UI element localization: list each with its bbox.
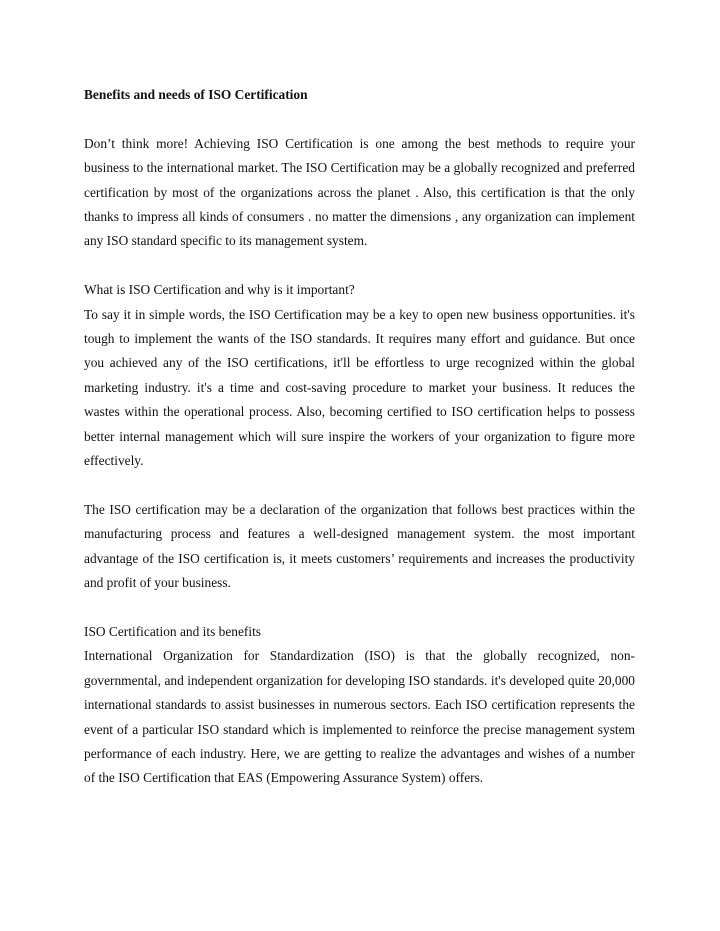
section-paragraph-declaration: The ISO certification may be a declaration of the organization that follows best practices within the manufacturing process and features a well-designed management system. the most important advantage of the ISO certification is, it meets customers’ requirements and increases the productivity and profit of your business. [84,501,635,591]
section-paragraph-importance: To say it in simple words, the ISO Certification may be a key to open new business opportunities. it's tough to implement the wants of the ISO standards. It requires many effort and guidance. But once you achieved any of the ISO certifications, it'll be effortless to urge recognized within the global marketing industry. it's a time and cost-saving procedure to market your business. It reduces the wastes within the operational process. Also, becoming certified to ISO certification helps to possess better internal management which will sure inspire the workers of your organization to figure more effectively. [84,306,635,469]
section-paragraph-iso-organization: International Organization for Standardization (ISO) is that the globally recognized, non-governmental, and independent organization for developing ISO standards. it's developed quite 20,000 international standards to assist businesses in numerous sectors. Each ISO certification represents the event of a particular ISO standard which is implemented to reinforce the precise management system performance of each industry. Here, we are getting to realize the advantages and wishes of a number of the ISO Certification that EAS (Empowering Assurance System) offers. [84,648,635,786]
document-page [84,83,635,815]
section-heading-benefits: ISO Certification and its benefits [84,623,262,639]
intro-paragraph: Don’t think more! Achieving ISO Certification is one among the best methods to require your business to the international market. The ISO Certification may be a globally recognized and preferred certification by most of the organizations across the planet . Also, this certification is that the only thanks to impress all kinds of consumers . no matter the dimensions , any organization can implement any ISO standard specific to its management system. [84,135,635,249]
document-title: Benefits and needs of ISO Certification [84,87,308,102]
section-heading-what-is-iso: What is ISO Certification and why is it important? [84,282,355,298]
